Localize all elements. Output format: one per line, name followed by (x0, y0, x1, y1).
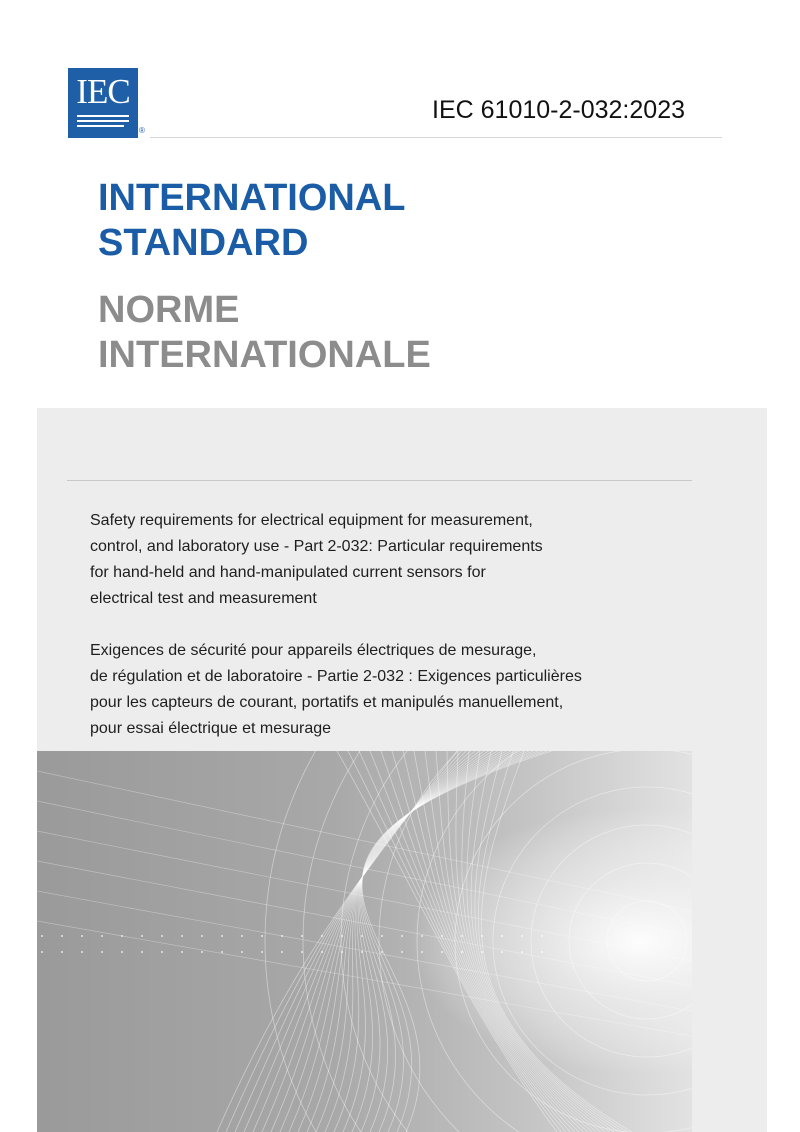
french-description-line: pour essai électrique et mesurage (90, 720, 332, 737)
decorative-dot (161, 935, 163, 937)
decorative-dot (181, 951, 183, 953)
iec-logo (68, 68, 145, 138)
decorative-dot (401, 935, 403, 937)
decorative-dot (301, 951, 303, 953)
panel-rule (67, 480, 692, 481)
decorative-dot (541, 951, 543, 953)
decorative-dot (181, 935, 183, 937)
decorative-dot (481, 951, 483, 953)
decorative-dot (441, 935, 443, 937)
english-description (90, 508, 650, 612)
decorative-dot (61, 951, 63, 953)
english-description-line: for hand-held and hand-manipulated current sensors for (90, 564, 486, 581)
decorative-dot (101, 935, 103, 937)
decorative-dot (321, 951, 323, 953)
header-rule (150, 137, 722, 138)
decorative-dot (261, 951, 263, 953)
registered-mark: ® (139, 126, 145, 135)
decorative-dot (281, 935, 283, 937)
decorative-dot (141, 951, 143, 953)
decorative-dot (361, 935, 363, 937)
decorative-dot (41, 951, 43, 953)
decorative-dot (521, 935, 523, 937)
decorative-dot (401, 951, 403, 953)
logo-text: IEC (76, 72, 130, 111)
title-norme-internationale: NORME INTERNATIONALE (98, 289, 431, 376)
decorative-dot (161, 951, 163, 953)
decorative-dot (341, 935, 343, 937)
decorative-dot (261, 935, 263, 937)
title-international-standard: INTERNATIONAL STANDARD (98, 177, 406, 264)
decorative-dot (461, 935, 463, 937)
decorative-dot (281, 951, 283, 953)
decorative-dot (241, 935, 243, 937)
decorative-dot (461, 951, 463, 953)
decorative-dot (61, 935, 63, 937)
decorative-dot (541, 935, 543, 937)
english-description-line: electrical test and measurement (90, 590, 317, 607)
decorative-dot (501, 951, 503, 953)
decorative-dot (321, 935, 323, 937)
decorative-dot (121, 951, 123, 953)
decorative-dot (381, 935, 383, 937)
english-description-line: Safety requirements for electrical equipment for measurement, (90, 512, 533, 529)
french-description-line: Exigences de sécurité pour appareils électriques de mesurage, (90, 642, 537, 659)
logo-line (77, 115, 129, 117)
decorative-dot (221, 935, 223, 937)
decorative-dot (201, 935, 203, 937)
decorative-dot (81, 935, 83, 937)
cover-art-graphic (37, 751, 692, 1132)
decorative-dot (141, 935, 143, 937)
decorative-dot (361, 951, 363, 953)
french-description-line: pour les capteurs de courant, portatifs et manipulés manuellement, (90, 694, 564, 711)
decorative-dot (341, 951, 343, 953)
decorative-dot (481, 935, 483, 937)
document-number: IEC 61010-2-032:2023 (432, 96, 685, 124)
decorative-dot (221, 951, 223, 953)
decorative-dot (241, 951, 243, 953)
decorative-dot (421, 935, 423, 937)
logo-line (77, 125, 124, 127)
english-description-line: control, and laboratory use - Part 2-032: Particular requirements (90, 538, 543, 555)
decorative-dot (521, 951, 523, 953)
decorative-dot (381, 951, 383, 953)
decorative-dot (441, 951, 443, 953)
french-description-line: de régulation et de laboratoire - Partie 2-032 : Exigences particulières (90, 668, 582, 685)
french-description (90, 638, 650, 742)
decorative-dot (121, 935, 123, 937)
decorative-dot (41, 935, 43, 937)
panel-right-strip (692, 751, 767, 1132)
decorative-dot (201, 951, 203, 953)
decorative-dot (101, 951, 103, 953)
decorative-dot (81, 951, 83, 953)
decorative-dot (501, 935, 503, 937)
logo-line (77, 120, 129, 122)
decorative-dot (421, 951, 423, 953)
decorative-dot (301, 935, 303, 937)
